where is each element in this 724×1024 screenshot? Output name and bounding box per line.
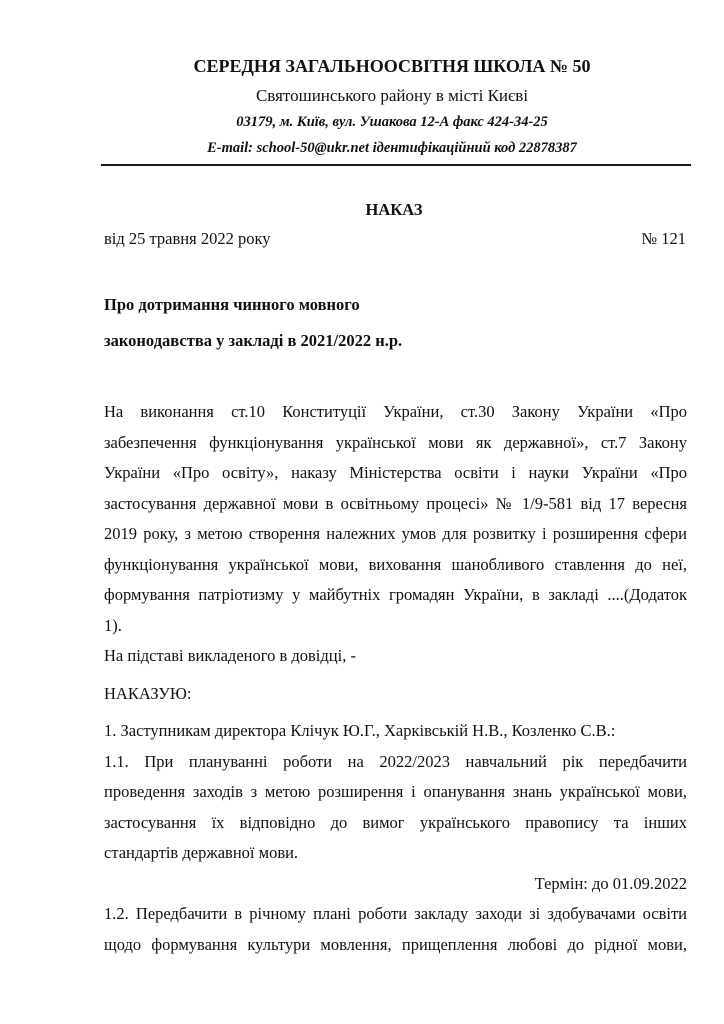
order-subject-line-2: законодавства у закладі в 2021/2022 н.р. <box>104 331 403 350</box>
order-number: № 121 <box>641 229 686 248</box>
preamble-line: функціонування української мови, виховання шанобливого ставлення до неї, <box>104 554 687 574</box>
item-1-1-line: стандартів державної мови. <box>104 843 299 862</box>
preamble-line: формування патріотизму у майбутніх громадян України, в закладі ....(Додаток <box>104 585 687 604</box>
school-district: Святошинського району в місті Києві <box>255 86 529 105</box>
school-address: 03179, м. Київ, вул. Ушакова 12-А факс 424-34-25 <box>236 114 548 130</box>
preamble-line: На виконання ст.10 Конституції України, ст.30 Закону України «Про <box>104 402 687 421</box>
preamble-paragraph <box>104 397 687 672</box>
order-title: НАКАЗ <box>365 200 423 219</box>
preamble-line: забезпечення функціонування української мови як державної», ст.7 Закону <box>104 432 687 452</box>
preamble-line: 2019 року, з метою створення належних умов для розвитку і розширення сфери <box>104 524 687 543</box>
item-1-1-line: застосування їх відповідно до вимог українського правопису та інших <box>104 812 687 832</box>
preamble-line: На підставі викладеного в довідці, - <box>104 646 356 665</box>
item-1-1-line: 1.1. При плануванні роботи на 2022/2023 навчальний рік передбачити <box>104 751 687 771</box>
order-subject-line-1: Про дотримання чинного мовного <box>104 295 360 314</box>
item-1-2-line: щодо формування культури мовлення, прищеплення любові до рідної мови, <box>104 934 687 954</box>
item-1-1-line: проведення заходів з метою розширення і опанування знань української мови, <box>104 782 687 801</box>
order-date: від 25 травня 2022 року <box>104 229 271 248</box>
preamble-line: застосування державної мови в освітньому процесі» № 1/9-581 від 17 вересня <box>104 493 687 513</box>
school-email-line: E-mail: school-50@ukr.net ідентифікаційний код 22878387 <box>207 140 577 156</box>
item-1-1-deadline: Термін: до 01.09.2022 <box>534 873 687 893</box>
item-1-2-line: 1.2. Передбачити в річному плані роботи закладу заходи зі здобувачами освіти <box>104 904 687 923</box>
orders-heading-text: НАКАЗУЮ: <box>104 684 192 703</box>
preamble-line: 1). <box>104 615 122 635</box>
orders-heading <box>104 679 687 710</box>
item-1: 1. Заступникам директора Клічук Ю.Г., Харківській Н.В., Козленко С.В.: <box>104 721 616 740</box>
order-items <box>104 716 687 960</box>
school-name: СЕРЕДНЯ ЗАГАЛЬНООСВІТНЯ ШКОЛА № 50 <box>193 56 591 76</box>
header-divider <box>101 164 691 166</box>
preamble-line: України «Про освіту», наказу Міністерства освіти і науки України «Про <box>104 463 687 482</box>
